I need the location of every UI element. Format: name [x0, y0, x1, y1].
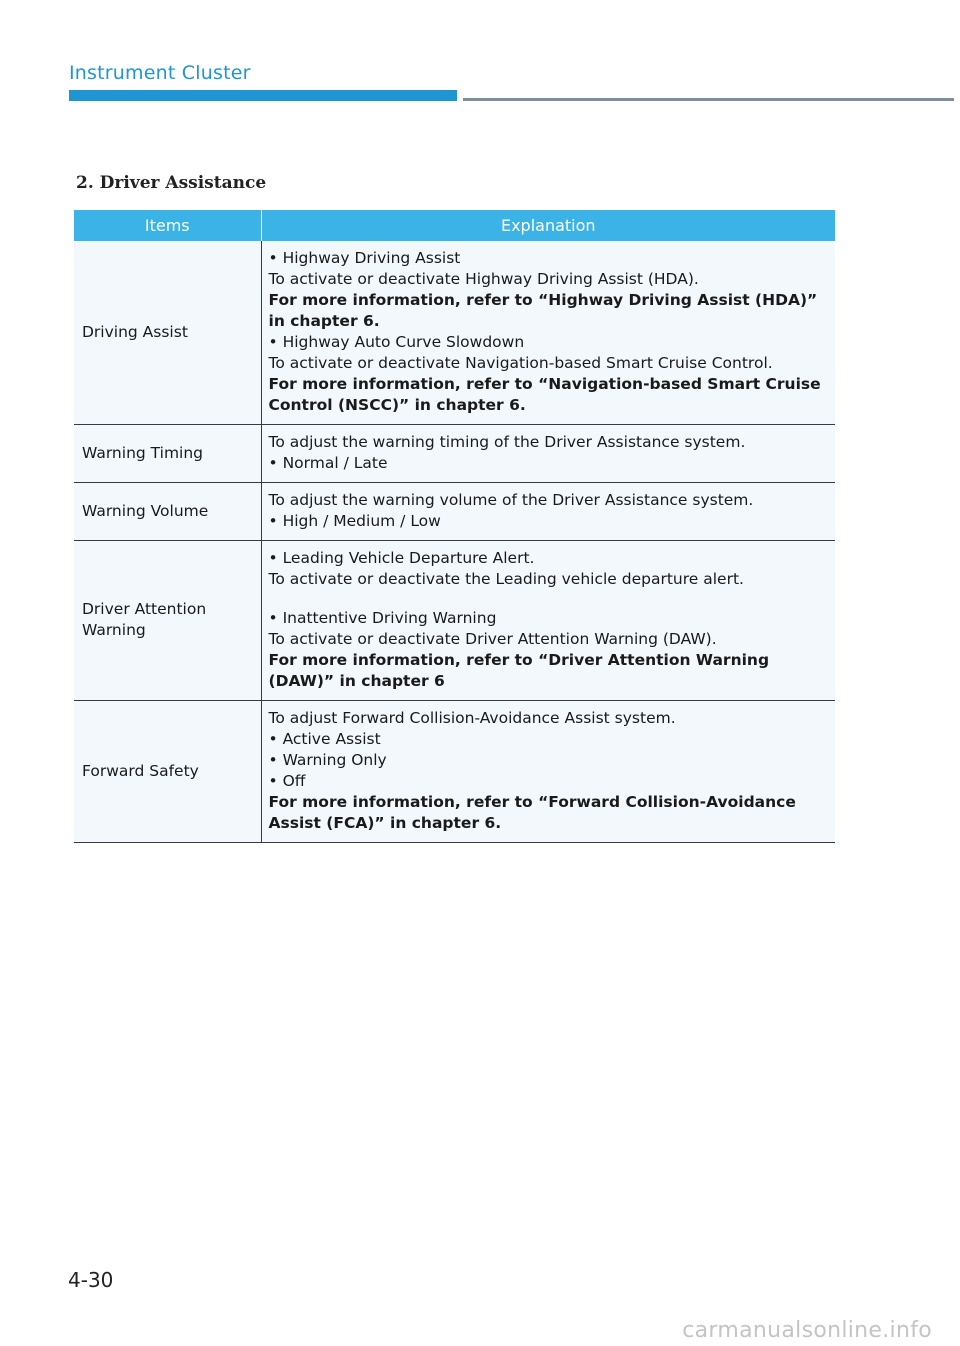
explanation-cell	[261, 425, 835, 483]
explanation-cell	[261, 541, 835, 701]
explanation-line: • High / Medium / Low	[268, 512, 441, 530]
explanation-line: To activate or deactivate Driver Attention Warning (DAW).	[268, 630, 717, 648]
explanation-line: • Active Assist	[268, 730, 381, 748]
header-accent-bar	[69, 90, 457, 101]
table-row	[74, 701, 835, 843]
explanation-line: To activate or deactivate Navigation-based Smart Cruise Control.	[268, 354, 773, 372]
explanation-line: To activate or deactivate the Leading vehicle departure alert.	[268, 570, 744, 588]
explanation-line: • Highway Auto Curve Slowdown	[268, 333, 525, 351]
explanation-line: To adjust Forward Collision-Avoidance Assist system.	[268, 709, 676, 727]
item-cell: Driving Assist	[74, 241, 261, 425]
explanation-line: To adjust the warning timing of the Driver Assistance system.	[268, 433, 746, 451]
chapter-title: Instrument Cluster	[69, 62, 251, 84]
explanation-line: • Leading Vehicle Departure Alert.	[268, 549, 535, 567]
explanation-line: To adjust the warning volume of the Driver Assistance system.	[268, 491, 754, 509]
header-rule	[463, 98, 954, 101]
item-cell: Driver Attention Warning	[74, 541, 261, 701]
reference-note: For more information, refer to “Highway Driving Assist (HDA)” in chapter 6.	[268, 291, 818, 330]
item-cell: Warning Volume	[74, 483, 261, 541]
item-cell: Warning Timing	[74, 425, 261, 483]
explanation-line: • Warning Only	[268, 751, 387, 769]
table-body	[74, 241, 835, 843]
explanation-line: To activate or deactivate Highway Driving Assist (HDA).	[268, 270, 699, 288]
reference-note: For more information, refer to “Driver Attention Warning (DAW)” in chapter 6	[268, 651, 770, 690]
column-header-explanation: Explanation	[261, 210, 835, 241]
section-title: 2. Driver Assistance	[76, 173, 267, 193]
explanation-line: • Off	[268, 772, 306, 790]
settings-table	[74, 210, 835, 843]
explanation-line	[269, 590, 830, 608]
table-row	[74, 541, 835, 701]
item-cell: Forward Safety	[74, 701, 261, 843]
explanation-line: • Normal / Late	[268, 454, 388, 472]
reference-note: For more information, refer to “Forward Collision-Avoidance Assist (FCA)” in chapter 6.	[268, 793, 796, 832]
reference-note: For more information, refer to “Navigation-based Smart Cruise Control (NSCC)” in chapter 6.	[268, 375, 821, 414]
table-header-row	[74, 210, 835, 241]
watermark: carmanualsonline.info	[682, 1318, 932, 1343]
page-number: 4-30	[68, 1268, 114, 1292]
column-header-items: Items	[74, 210, 261, 241]
explanation-cell	[261, 701, 835, 843]
explanation-line: • Inattentive Driving Warning	[268, 609, 497, 627]
table-row	[74, 425, 835, 483]
explanation-line: • Highway Driving Assist	[268, 249, 461, 267]
table-row	[74, 241, 835, 425]
table-row	[74, 483, 835, 541]
explanation-cell	[261, 241, 835, 425]
explanation-cell	[261, 483, 835, 541]
